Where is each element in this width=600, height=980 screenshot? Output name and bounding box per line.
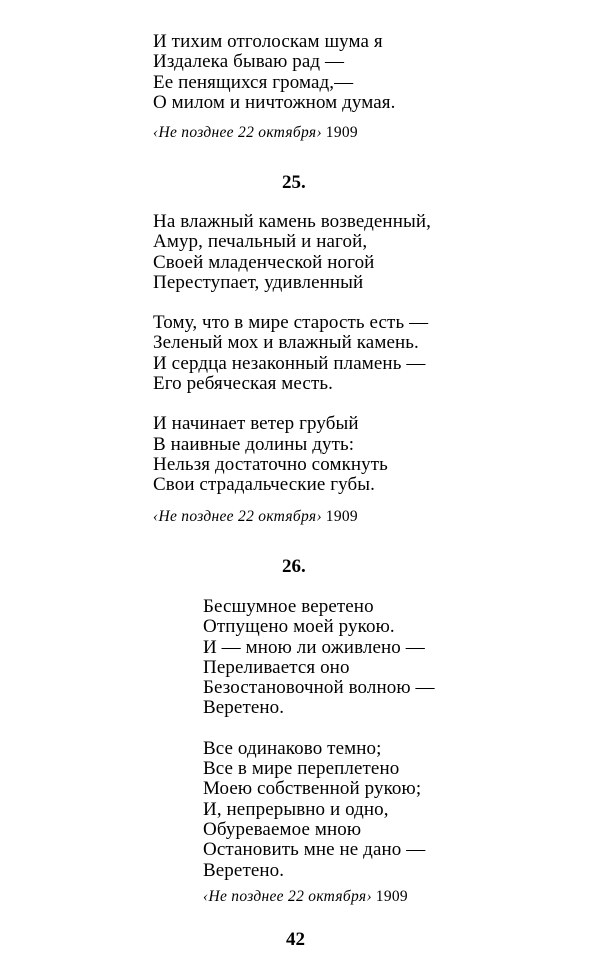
poem-line: Амур, печальный и нагой, [153,231,368,253]
poem-line: И — мною ли оживлено — [203,636,425,658]
poem-line: Остановить мне не дано — [203,839,426,861]
poem-line: Веретено. [203,697,285,719]
poem-line: Безостановочной волною — [203,677,435,699]
date-year: 1909 [325,508,358,525]
poem-line: И начинает ветер грубый [153,413,359,435]
poem-line: Зеленый мох и влажный камень. [153,332,419,354]
poem-24-date [153,124,358,142]
poem-26-number: 26. [282,556,306,577]
poem-line: Свои страдальческие губы. [153,474,376,496]
poem-line: На влажный камень возведенный, [153,211,431,232]
poem-line: Издалека бываю рад — [153,51,345,73]
poem-line: Ее пенящихся громад,— [153,71,354,93]
poem-24-ending [153,32,395,113]
poem-line: Переливается оно [203,656,350,678]
date-text: ‹Не позднее 22 октября› [203,888,372,905]
poem-25-body [153,212,431,496]
poem-line: Все в мире переплетено [203,758,400,780]
date-year: 1909 [375,888,408,905]
date-text: ‹Не позднее 22 октября› [153,508,322,525]
date-year: 1909 [325,124,358,141]
poem-line: Отпущено моей рукою. [203,616,395,638]
poem-line: Обуреваемое мною [203,818,362,840]
date-text: ‹Не позднее 22 октября› [153,124,322,141]
poem-line: И сердца незаконный пламень — [153,352,426,374]
poem-line: И тихим отголоскам шума я [153,31,383,52]
poem-line: Нельзя достаточно сомкнуть [153,453,388,475]
poem-26-body [203,597,435,881]
poem-line: Своей младенческой ногой [153,251,375,273]
poem-25-number: 25. [282,172,306,193]
poem-26-date [203,888,408,906]
poem-line: Бесшумное веретено [203,596,374,617]
poem-line: Переступает, удивленный [153,271,364,293]
page-number: 42 [286,929,305,950]
poem-line: В наивные долины дуть: [153,433,355,455]
poem-line: Веретено. [203,859,285,881]
poem-25-date [153,508,358,526]
poem-line: Моею собственной рукою; [203,778,422,800]
poem-line: О милом и ничтожном думая. [153,91,396,113]
poem-line: Его ребяческая месть. [153,373,333,395]
poem-line: И, непрерывно и одно, [203,798,389,820]
poem-line: Все одинаково темно; [203,737,382,759]
poem-line: Тому, что в мире старость есть — [153,312,429,334]
